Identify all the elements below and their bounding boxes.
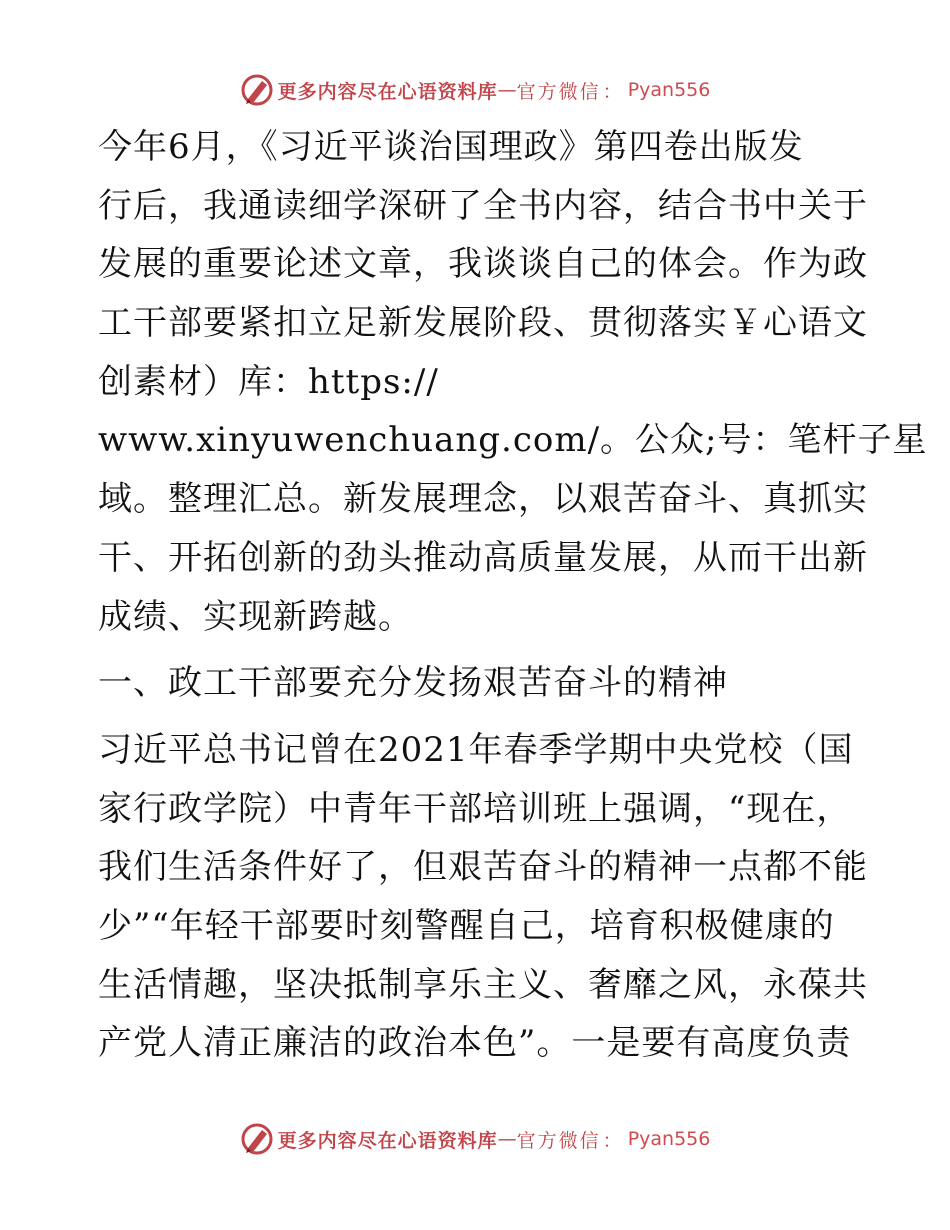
banner-wechat-label: 官方微信 — [516, 80, 601, 103]
text-line: 干、开拓创新的劲头推动高质量发展，从而干出新 — [98, 537, 868, 578]
text-line: 少”“年轻干部要时刻警醒自己，培育积极健康的 — [98, 905, 835, 946]
text-line: 发展的重要论述文章，我谈谈自己的体会。作为政 — [98, 244, 868, 285]
pen-logo-icon — [240, 1122, 274, 1156]
section-heading — [98, 654, 858, 713]
text-line: 产党人清正廉洁的政治本色”。一是要有高度负责 — [98, 1023, 852, 1064]
text-line: 域。整理汇总。新发展理念，以艰苦奋斗、真抓实 — [98, 479, 868, 520]
heading-line: 一、政工干部要充分发扬艰苦奋斗的精神 — [98, 663, 728, 704]
banner-colon: ： — [602, 1129, 622, 1152]
banner-wechat-id: Pyan556 — [627, 79, 711, 101]
banner-main-text: 更多内容尽在心语资料库 — [277, 1129, 498, 1152]
text-line: 行后，我通读细学深研了全书内容，结合书中关于 — [98, 185, 868, 226]
banner-colon: ： — [602, 80, 622, 103]
text-line: 今年6月，《习近平谈治国理政》第四卷出版发 — [98, 127, 804, 167]
text-line: 家行政学院）中青年干部培训班上强调，“现在， — [98, 788, 852, 829]
banner-wechat-id: Pyan556 — [627, 1128, 711, 1150]
paragraph-section-one — [98, 721, 868, 1073]
watermark-banner-bottom — [0, 1119, 950, 1159]
watermark-banner-top — [0, 70, 950, 110]
banner-wechat-label: 官方微信 — [516, 1129, 601, 1152]
banner-dash: — — [497, 1128, 517, 1150]
pen-logo-icon — [240, 73, 274, 107]
paragraph-gap — [98, 713, 858, 721]
text-line: www.xinyuwenchuang.com/。公众;号：笔杆子星 — [98, 420, 928, 461]
text-line: 创素材）库：https:// — [98, 361, 439, 402]
text-line: 我们生活条件好了，但艰苦奋斗的精神一点都不能 — [98, 847, 868, 888]
paragraph-intro — [98, 118, 928, 646]
text-line: 工干部要紧扣立足新发展阶段、贯彻落实￥心语文 — [98, 303, 868, 344]
banner-main-text: 更多内容尽在心语资料库 — [277, 80, 498, 103]
paragraph-gap — [98, 646, 858, 654]
document-body — [98, 118, 928, 1073]
banner-dash: — — [497, 79, 517, 101]
text-line: 成绩、实现新跨越。 — [98, 596, 413, 637]
text-line: 习近平总书记曾在2021年春季学期中央党校（国 — [98, 729, 854, 770]
text-line: 生活情趣，坚决抵制享乐主义、奢靡之风，永葆共 — [98, 964, 868, 1005]
